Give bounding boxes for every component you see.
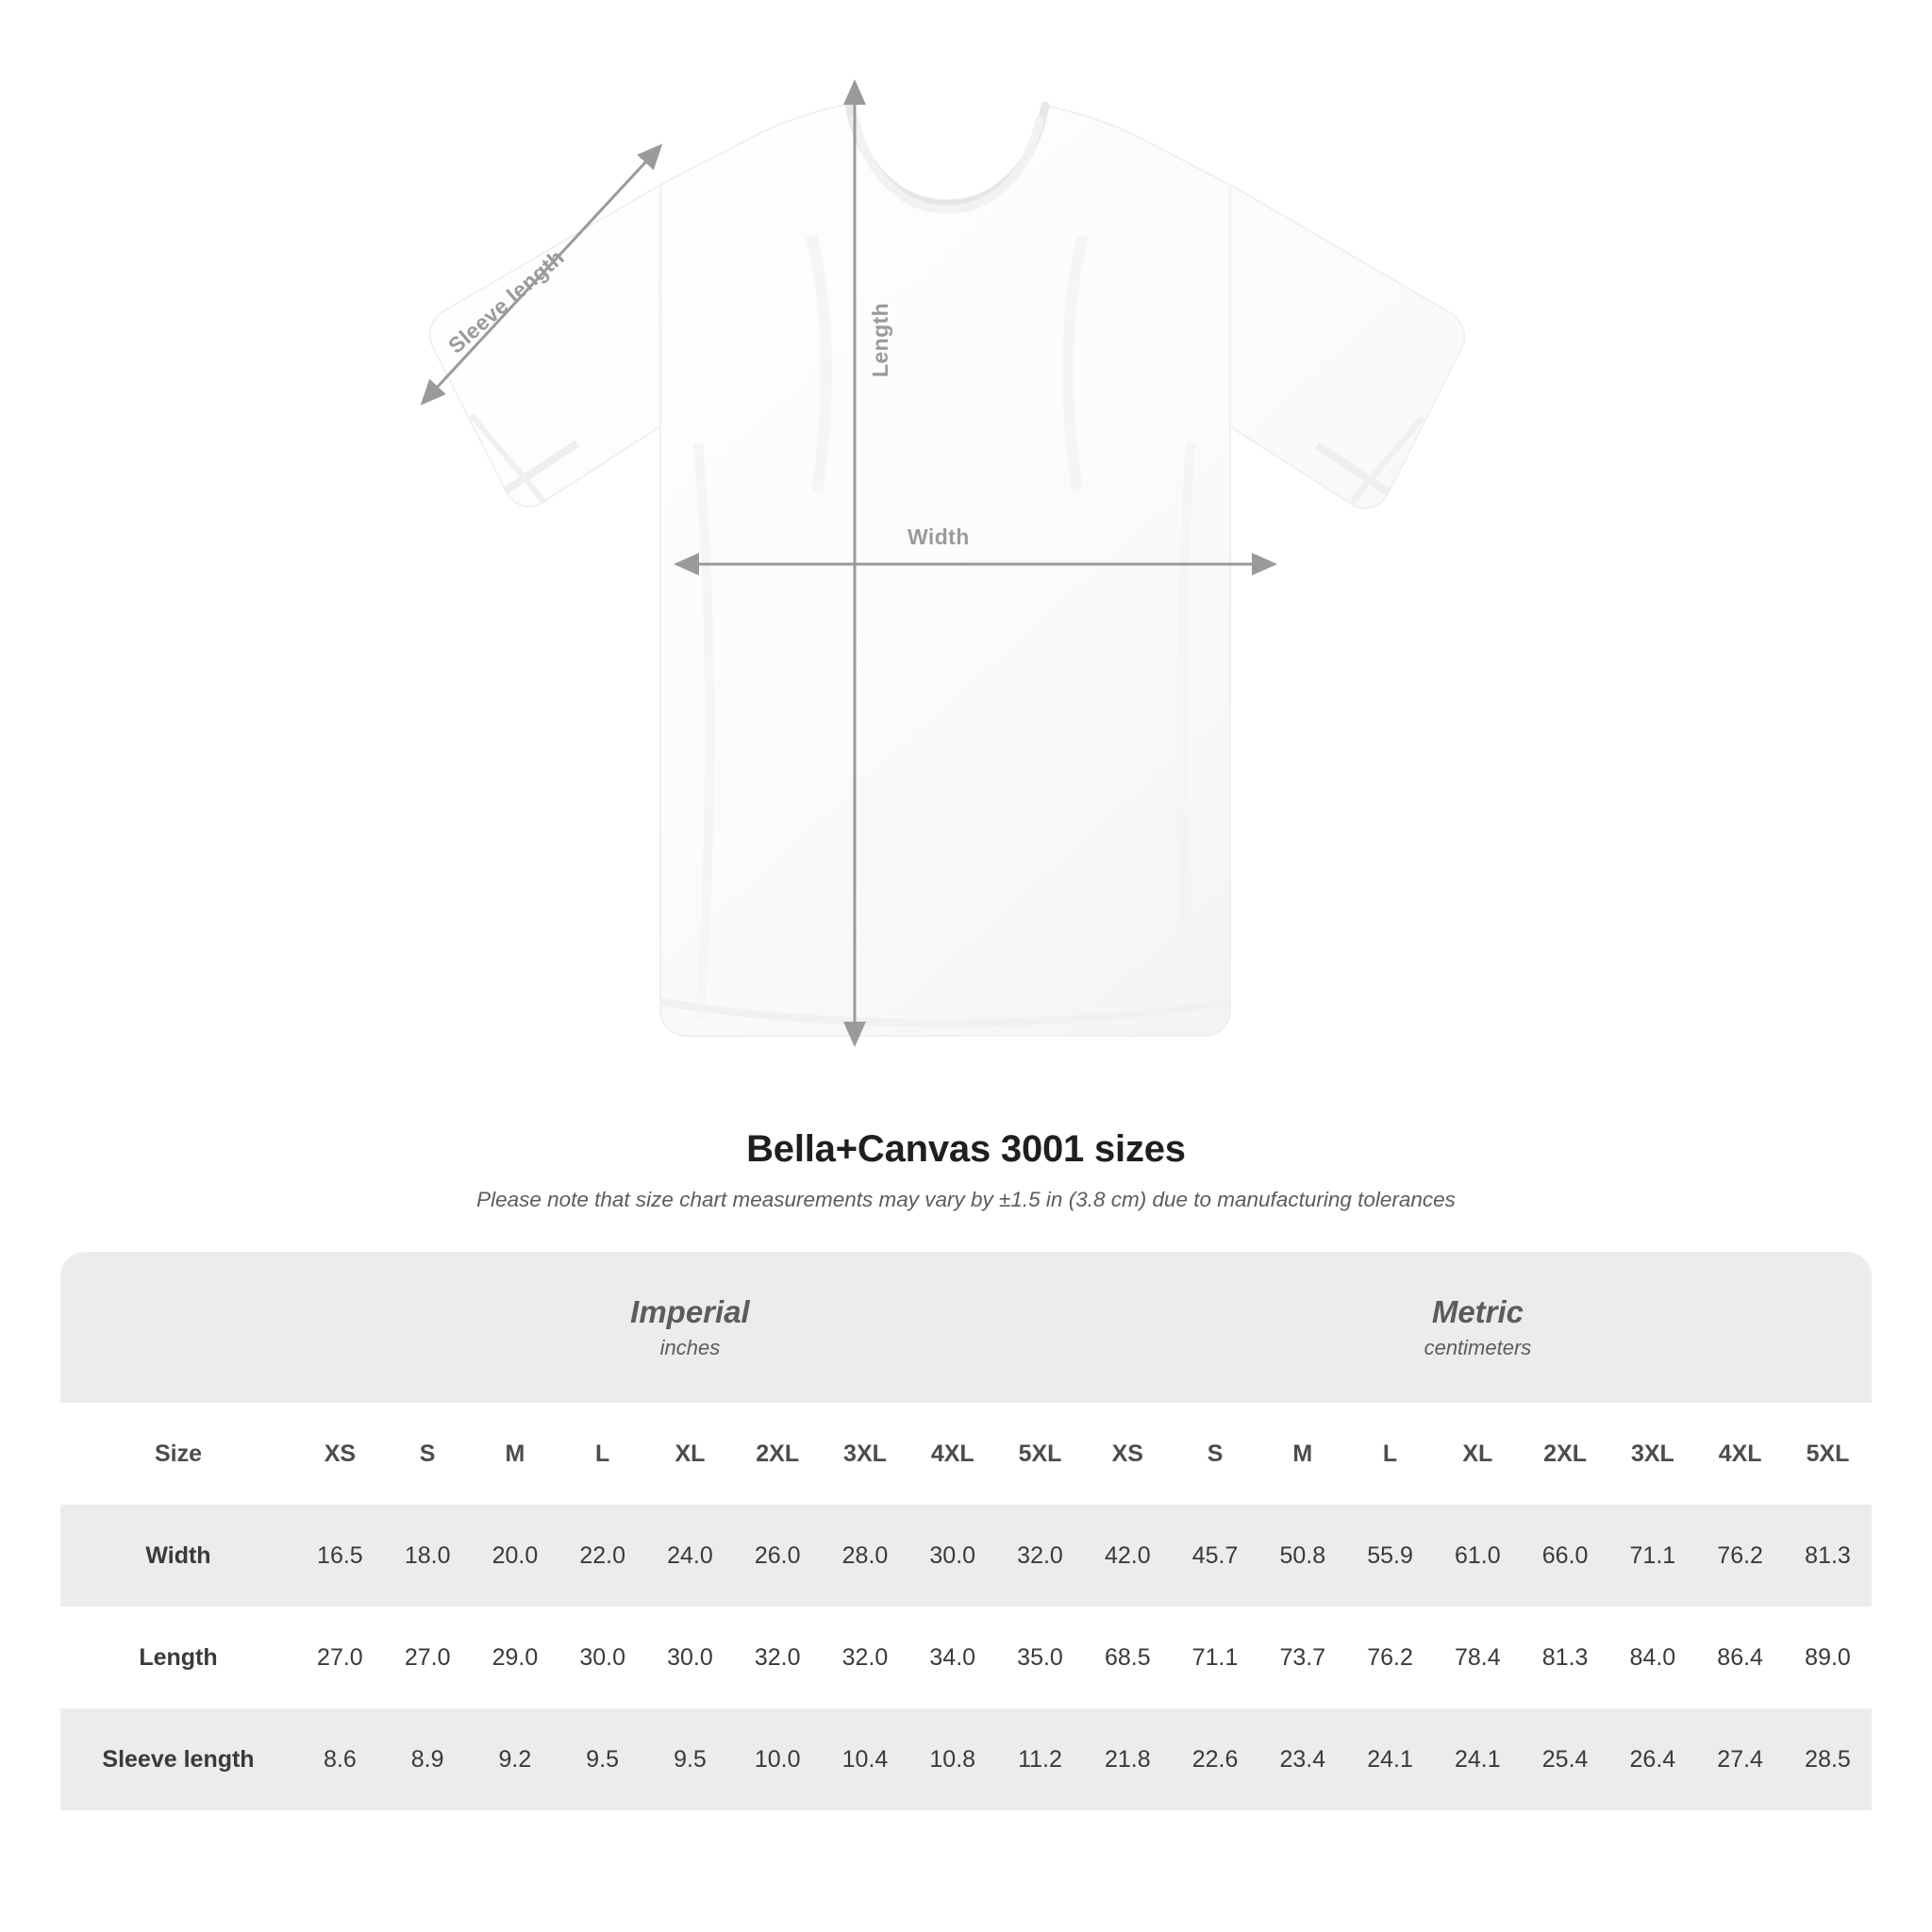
unit-header-imperial bbox=[296, 1252, 1084, 1403]
size-header-cell: M bbox=[472, 1403, 559, 1505]
measurement-cell: 81.3 bbox=[1522, 1607, 1609, 1708]
measurement-cell: 8.9 bbox=[384, 1708, 472, 1810]
measurement-cell: 9.5 bbox=[558, 1708, 646, 1810]
unit-header-spacer bbox=[60, 1252, 296, 1403]
size-header-cell: XL bbox=[1434, 1403, 1522, 1505]
measurement-cell: 76.2 bbox=[1696, 1505, 1784, 1607]
size-header-cell: 5XL bbox=[996, 1403, 1084, 1505]
measurement-tolerance-note: Please note that size chart measurements may vary by ±1.5 in (3.8 cm) due to manufacturing tolerances bbox=[476, 1188, 1456, 1211]
measurement-cell: 10.4 bbox=[822, 1708, 909, 1810]
size-header-cell: S bbox=[384, 1403, 472, 1505]
measurement-cell: 22.0 bbox=[558, 1505, 646, 1607]
size-header-cell: M bbox=[1258, 1403, 1346, 1505]
tshirt-shape bbox=[430, 104, 1465, 1036]
measurement-cell: 28.0 bbox=[822, 1505, 909, 1607]
measurement-row-label: Sleeve length bbox=[60, 1708, 296, 1810]
measurement-cell: 24.1 bbox=[1346, 1708, 1434, 1810]
measurement-cell: 16.5 bbox=[296, 1505, 384, 1607]
unit-sub-metric: centimeters bbox=[1424, 1335, 1532, 1359]
size-header-cell: XS bbox=[1084, 1403, 1172, 1505]
unit-header-metric bbox=[1084, 1252, 1872, 1403]
page-title: Bella+Canvas 3001 sizes bbox=[746, 1128, 1186, 1170]
measurement-cell: 78.4 bbox=[1434, 1607, 1522, 1708]
measurement-cell: 24.1 bbox=[1434, 1708, 1522, 1810]
size-header-cell: XS bbox=[296, 1403, 384, 1505]
unit-header-row bbox=[60, 1252, 1872, 1403]
measurement-cell: 30.0 bbox=[646, 1607, 734, 1708]
sleeve-length-dimension-label: Sleeve length bbox=[443, 244, 569, 358]
measurement-cell: 20.0 bbox=[472, 1505, 559, 1607]
unit-name-metric: Metric bbox=[1431, 1294, 1524, 1330]
measurement-cell: 9.5 bbox=[646, 1708, 734, 1810]
measurement-cell: 10.8 bbox=[908, 1708, 996, 1810]
size-header-cell: 2XL bbox=[734, 1403, 822, 1505]
measurement-cell: 25.4 bbox=[1522, 1708, 1609, 1810]
title-block bbox=[0, 1128, 1932, 1212]
measurement-cell: 27.0 bbox=[384, 1607, 472, 1708]
measurement-cell: 22.6 bbox=[1172, 1708, 1259, 1810]
measurement-cell: 71.1 bbox=[1608, 1505, 1696, 1607]
measurement-row-label: Length bbox=[60, 1607, 296, 1708]
measurement-cell: 30.0 bbox=[558, 1607, 646, 1708]
measurement-cell: 26.4 bbox=[1608, 1708, 1696, 1810]
size-header-cell: 4XL bbox=[1696, 1403, 1784, 1505]
measurement-cell: 32.0 bbox=[822, 1607, 909, 1708]
measurement-cell: 18.0 bbox=[384, 1505, 472, 1607]
measurement-cell: 73.7 bbox=[1258, 1607, 1346, 1708]
measurement-cell: 50.8 bbox=[1258, 1505, 1346, 1607]
measurement-cell: 30.0 bbox=[908, 1505, 996, 1607]
width-dimension-label: Width bbox=[908, 525, 970, 549]
measurement-cell: 21.8 bbox=[1084, 1708, 1172, 1810]
size-table bbox=[60, 1252, 1872, 1810]
measurement-cell: 66.0 bbox=[1522, 1505, 1609, 1607]
unit-name-imperial: Imperial bbox=[630, 1294, 750, 1330]
measurement-cell: 42.0 bbox=[1084, 1505, 1172, 1607]
measurement-cell: 76.2 bbox=[1346, 1607, 1434, 1708]
measurement-cell: 61.0 bbox=[1434, 1505, 1522, 1607]
size-header-cell: 4XL bbox=[908, 1403, 996, 1505]
measurement-cell: 84.0 bbox=[1608, 1607, 1696, 1708]
size-header-cell: 2XL bbox=[1522, 1403, 1609, 1505]
table-row bbox=[60, 1607, 1872, 1708]
measurement-cell: 24.0 bbox=[646, 1505, 734, 1607]
measurement-cell: 55.9 bbox=[1346, 1505, 1434, 1607]
measurement-row-label: Width bbox=[60, 1505, 296, 1607]
size-header-cell: L bbox=[1346, 1403, 1434, 1505]
measurement-cell: 26.0 bbox=[734, 1505, 822, 1607]
measurement-cell: 23.4 bbox=[1258, 1708, 1346, 1810]
measurement-cell: 45.7 bbox=[1172, 1505, 1259, 1607]
unit-sub-imperial: inches bbox=[659, 1335, 721, 1359]
measurement-cell: 11.2 bbox=[996, 1708, 1084, 1810]
measurement-cell: 32.0 bbox=[734, 1607, 822, 1708]
measurement-cell: 29.0 bbox=[472, 1607, 559, 1708]
measurement-cell: 81.3 bbox=[1784, 1505, 1872, 1607]
size-header-cell: L bbox=[558, 1403, 646, 1505]
measurement-cell: 71.1 bbox=[1172, 1607, 1259, 1708]
measurement-cell: 8.6 bbox=[296, 1708, 384, 1810]
size-header-label: Size bbox=[60, 1403, 296, 1505]
measurement-cell: 27.4 bbox=[1696, 1708, 1784, 1810]
size-header-cell: S bbox=[1172, 1403, 1259, 1505]
size-header-cell: 5XL bbox=[1784, 1403, 1872, 1505]
measurement-cell: 28.5 bbox=[1784, 1708, 1872, 1810]
table-row bbox=[60, 1708, 1872, 1810]
measurement-cell: 9.2 bbox=[472, 1708, 559, 1810]
measurement-cell: 35.0 bbox=[996, 1607, 1084, 1708]
size-header-cell: 3XL bbox=[1608, 1403, 1696, 1505]
size-table-container bbox=[60, 1252, 1872, 1810]
measurement-cell: 86.4 bbox=[1696, 1607, 1784, 1708]
measurement-cell: 27.0 bbox=[296, 1607, 384, 1708]
table-row bbox=[60, 1505, 1872, 1607]
measurement-cell: 34.0 bbox=[908, 1607, 996, 1708]
measurement-cell: 32.0 bbox=[996, 1505, 1084, 1607]
size-header-cell: 3XL bbox=[822, 1403, 909, 1505]
length-dimension-label: Length bbox=[868, 302, 892, 377]
measurement-cell: 10.0 bbox=[734, 1708, 822, 1810]
size-header-row bbox=[60, 1403, 1872, 1505]
measurement-cell: 68.5 bbox=[1084, 1607, 1172, 1708]
size-header-cell: XL bbox=[646, 1403, 734, 1505]
measurement-cell: 89.0 bbox=[1784, 1607, 1872, 1708]
